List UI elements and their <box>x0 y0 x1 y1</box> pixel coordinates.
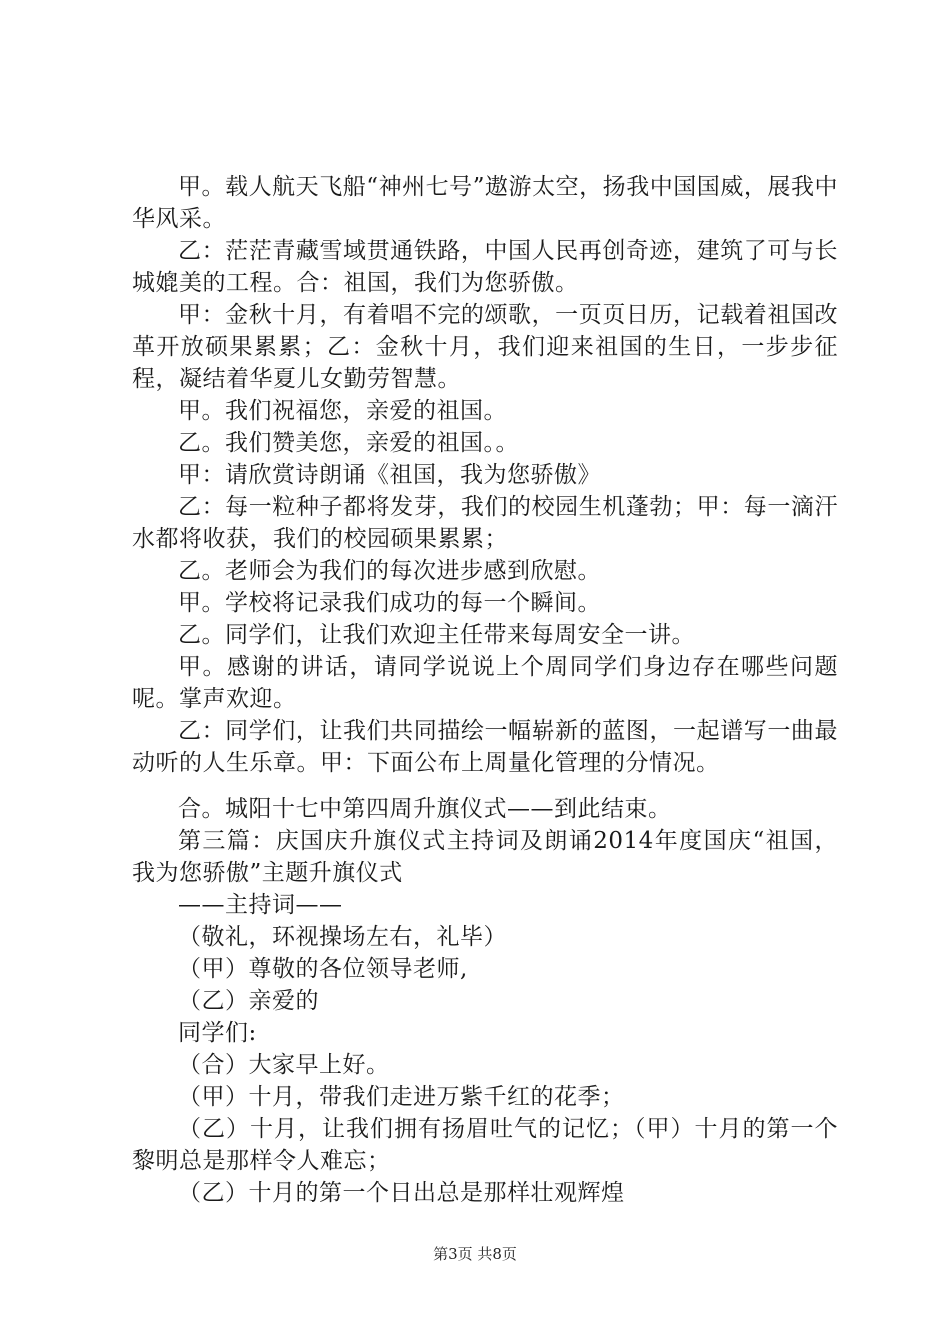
paragraph-golden-autumn: 甲：金秋十月，有着唱不完的颂歌，一页页日历，记载着祖国改革开放硕果累累；乙：金秋十月，我们迎来祖国的生日，一步步征程，凝结着华夏儿女勤劳智慧。 <box>132 302 838 392</box>
paragraph-respected-leaders: （甲）尊敬的各位领导老师, <box>178 956 468 982</box>
paragraph-jia-spaceship: 甲。载人航天飞船“神州七号”遨游太空，扬我中国国威，展我中华风采。 <box>132 174 838 232</box>
paragraph-students: 同学们: <box>178 1020 257 1046</box>
paragraph-good-morning: （合）大家早上好。 <box>178 1052 390 1078</box>
paragraph-yi-praise: 乙。我们赞美您，亲爱的祖国。。 <box>178 430 519 456</box>
section-heading-third: 第三篇：庆国庆升旗仪式主持词及朗诵2014年度国庆“祖国，我为您骄傲”主题升旗仪式 <box>132 828 838 886</box>
paragraph-salute: （敬礼，环视操场左右，礼毕） <box>178 924 507 950</box>
paragraph-jia-bless: 甲。我们祝福您，亲爱的祖国。 <box>178 398 507 424</box>
paragraph-october-sunrise: （乙）十月的第一个日出总是那样壮观辉煌 <box>178 1180 625 1206</box>
paragraph-october-memory: （乙）十月，让我们拥有扬眉吐气的记忆；（甲）十月的第一个黎明总是那样令人难忘； <box>132 1116 838 1174</box>
paragraph-yi-railway: 乙：茫茫青藏雪域贯通铁路，中国人民再创奇迹，建筑了可与长城媲美的工程。合：祖国，我们为您骄傲。 <box>132 238 838 296</box>
paragraph-seed-sweat: 乙：每一粒种子都将发芽，我们的校园生机蓬勃；甲：每一滴汗水都将收获，我们的校园硕果累累； <box>132 494 838 552</box>
host-words-heading: ——主持词—— <box>178 892 343 918</box>
paragraph-october-flowers: （甲）十月，带我们走进万紫千红的花季； <box>178 1084 625 1110</box>
document-body <box>132 171 838 1209</box>
paragraph-poem-recital: 甲：请欣赏诗朗诵《祖国，我为您骄傲》 <box>178 462 601 488</box>
paragraph-gap <box>132 779 838 793</box>
paragraph-dear: （乙）亲爱的 <box>178 988 319 1014</box>
paragraph-thanks: 甲。感谢的讲话，请同学说说上个周同学们身边存在哪些问题呢。掌声欢迎。 <box>132 654 838 712</box>
paragraph-teacher: 乙。老师会为我们的每次进步感到欣慰。 <box>178 558 601 584</box>
paragraph-safety-talk: 乙。同学们，让我们欢迎主任带来每周安全一讲。 <box>178 622 695 648</box>
page-number-footer: 第3页 共8页 <box>433 1245 517 1263</box>
paragraph-ceremony-end: 合。城阳十七中第四周升旗仪式——到此结束。 <box>178 796 672 822</box>
paragraph-school-record: 甲。学校将记录我们成功的每一个瞬间。 <box>178 590 601 616</box>
paragraph-blueprint: 乙：同学们，让我们共同描绘一幅崭新的蓝图，一起谱写一曲最动听的人生乐章。甲：下面公布上周量化管理的分情况。 <box>132 718 838 776</box>
